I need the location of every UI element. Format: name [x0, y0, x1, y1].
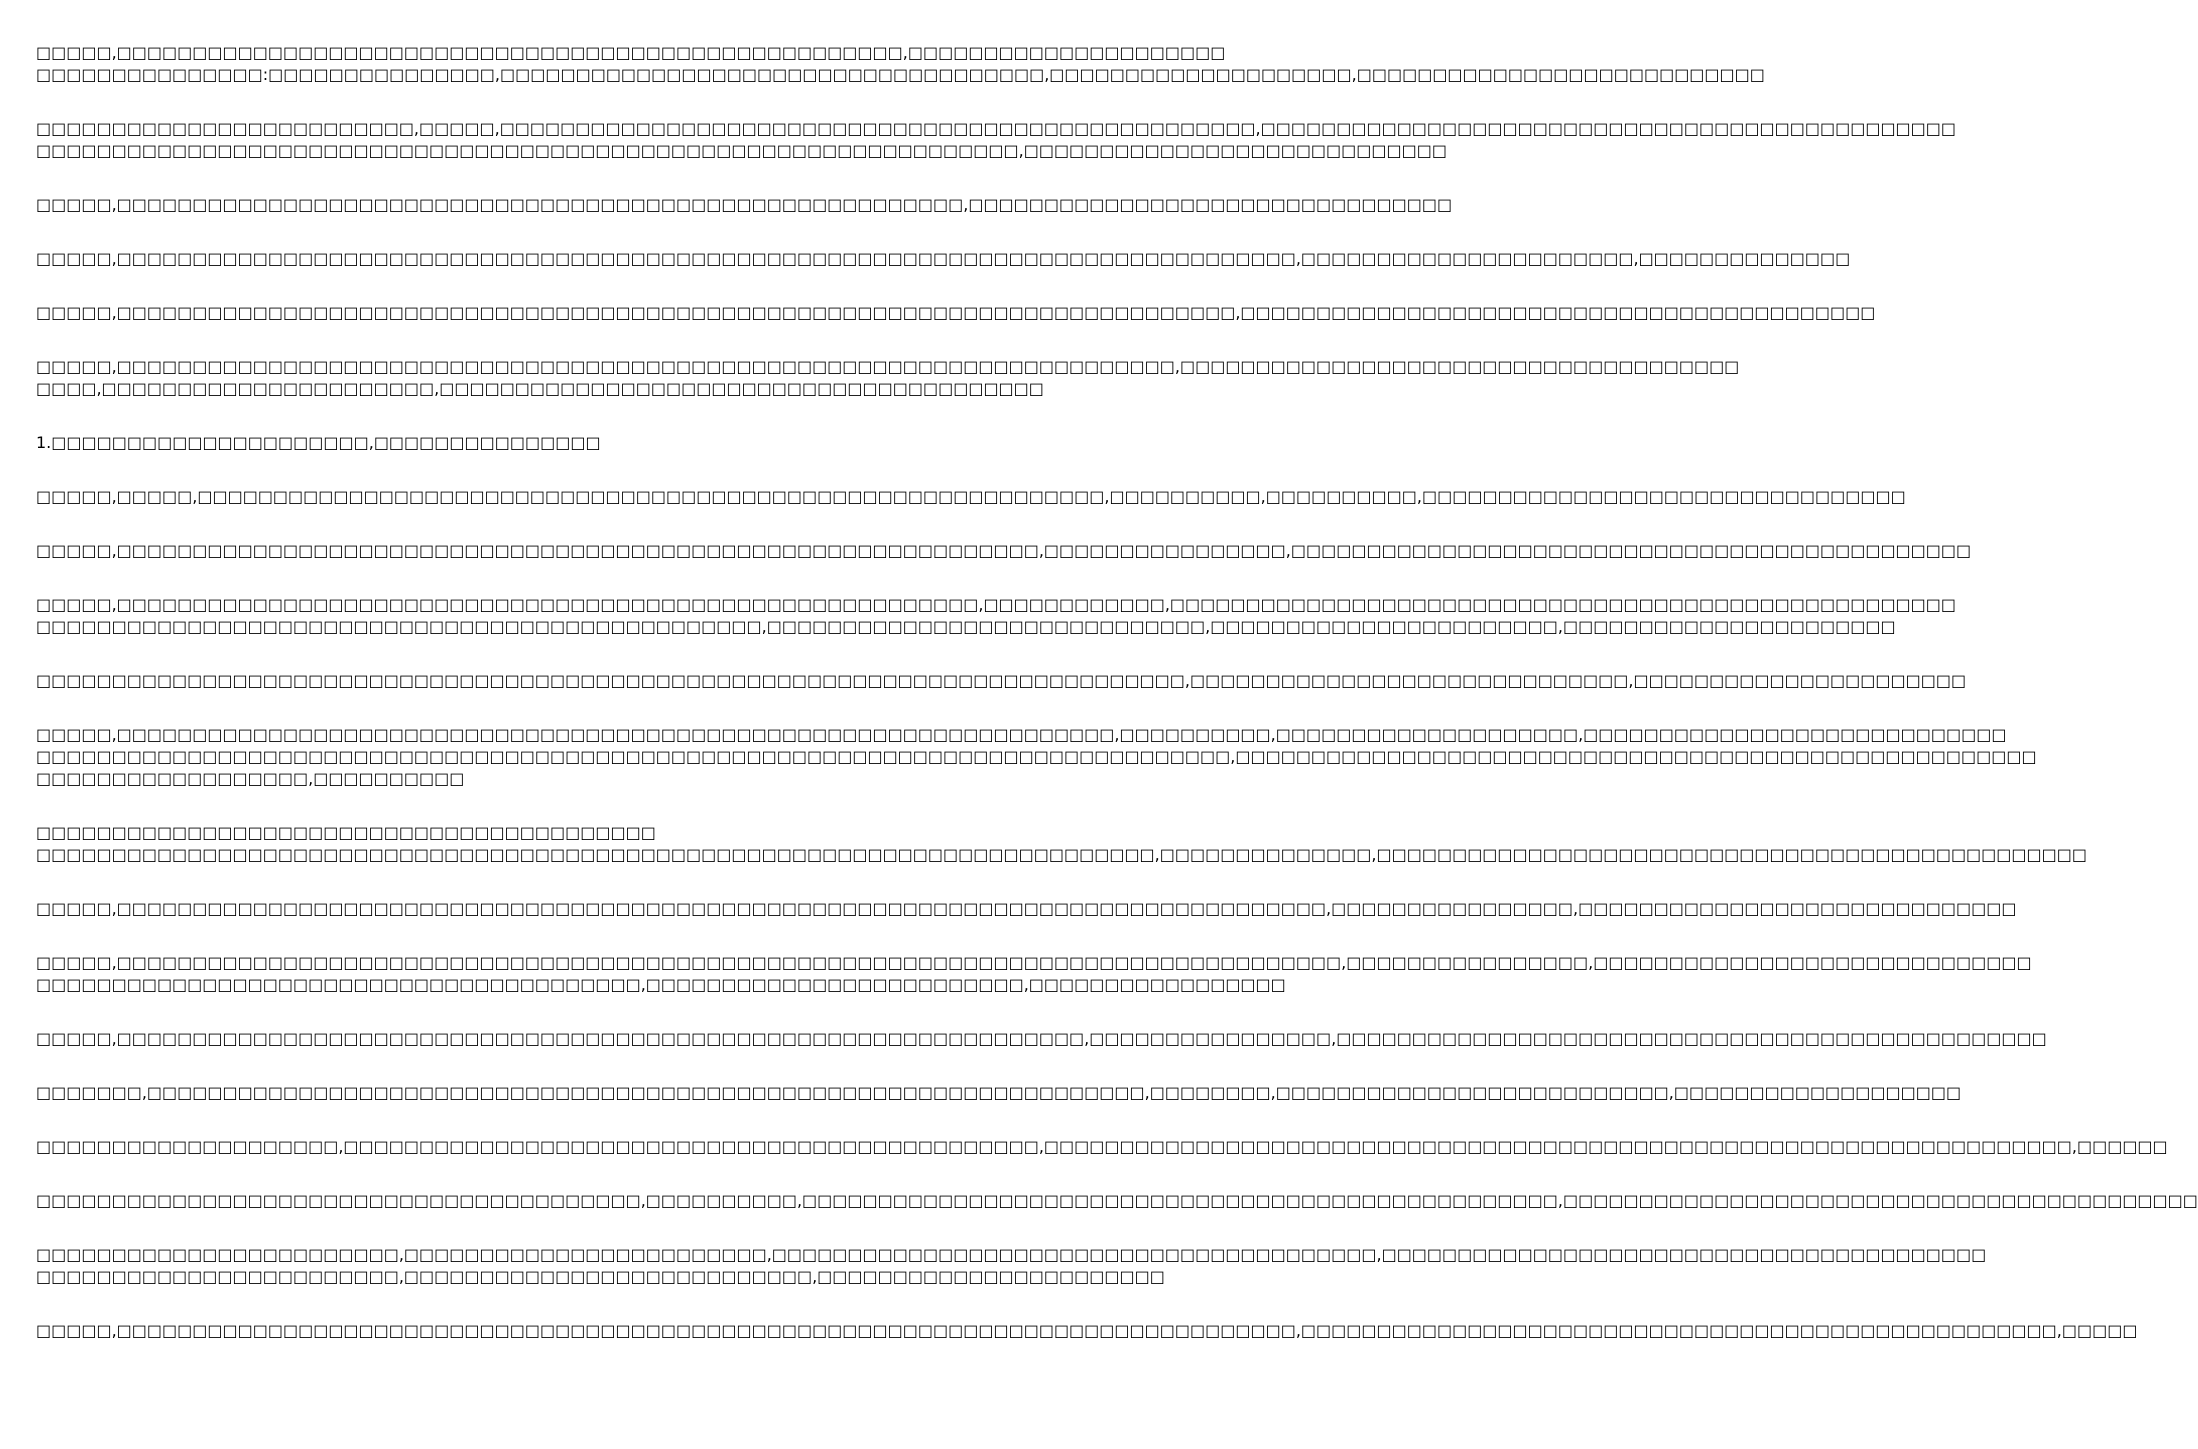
- text-line: □□□□□□□□□□□□□□□□□□□□□□□□□□□□□□□□□□□□□□□□□□□□□□□□□□□□□□□□□□□□□□□□□□□□□□□□□□,□□□□□□□□□□□□□□,□□□□□□□□□□□□□□□□□□□□□□□□□□□□□□□□□□□□□□□□□□□□□□□: [36, 845, 2087, 864]
- paragraph: [36, 594, 1957, 638]
- paragraph: [36, 248, 1851, 270]
- text-line: □□□□□,□□□□□□□□□□□□□□□□□□□□□□□□□□□□□□□□□□□□□□□□□□□□□□□□□□□□□□□□□□□□□□□□□□,□□□□□□□□□□,□□□□□□□□□□□□□□□□□□□□,□□□□□□□□□□□□□□□□□□□□□□□□□□□□: [36, 725, 2007, 744]
- paragraph: [36, 1136, 2168, 1158]
- text-line: □□□□□□□□□□□□□□□□□□□□□□□□,□□□□□□□□□□□□□□□□□□□□□□□□,□□□□□□□□□□□□□□□□□□□□□□□□□□□□□□□□□□□□□□□□,□□□□□□□□□□□□□□□□□□□□□□□□□□□□□□□□□□□□□□□□: [36, 1245, 1987, 1264]
- paragraph: [36, 118, 1957, 162]
- paragraph: [36, 194, 1453, 216]
- text-line: □□□□□□□□□□□□□□□□□□□□□□□□□□□□□□□□□□□□□□□□,□□□□□□□□□□□□□□□□□□□□□□□□□,□□□□□□□□□□□□□□□□□: [36, 975, 1286, 994]
- paragraph: [36, 952, 2032, 996]
- text-line: □□□□□□□□□□□□□□□□□□□□□□□□□□□□□□□□□□□□□□□□□□□□□□□□□□□□□□□□□□□□□□□□□□□□□□□□□□□□□□□,□□□□□□□□□□□□□□□□□□□□□□□□□□□□□□□□□□□□□□□□□□□□□□□□□□□□□: [36, 747, 2037, 766]
- text-line: □□□□□□□□□□□□□□□□□□□□□□□□□□□□□□□□□□□□□□□□□□□□□□□□□□□□□□□□□□□□□□□□□□□□□□□□□□□□,□□□□□□□□□□□□□□□□□□□□□□□□□□□□□,□□□□□□□□□□□□□□□□□□□□□□: [36, 671, 1967, 690]
- text-line: 1.□□□□□□□□□□□□□□□□□□□□□,□□□□□□□□□□□□□□□: [36, 433, 601, 452]
- paragraph: [36, 356, 1740, 400]
- text-line: □□□□□,□□□□□□□□□□□□□□□□□□□□□□□□□□□□□□□□□□□□□□□□□□□□□□□□□□□□□□□□□□□□□□□□□□□□□□□□□□,□□□□□□□□□□□□□□□□□□□□□□□□□□□□□□□□□□□□□□□□□□: [36, 303, 1876, 322]
- paragraph: [36, 1028, 2047, 1050]
- text-line: □□□□□,□□□□□□□□□□□□□□□□□□□□□□□□□□□□□□□□□□□□□□□□□□□□□□□□□□□□□□□□□□□□□□□□□□□□□□□□□□□□□□,□□□□□□□□□□□□□□□□□□□□□□,□□□□□□□□□□□□□□: [36, 249, 1851, 268]
- text-line: □□□□□□□,□□□□□□□□□□□□□□□□□□□□□□□□□□□□□□□□□□□□□□□□□□□□□□□□□□□□□□□□□□□□□□□□□□,□□□□□□□□,□□□□□□□□□□□□□□□□□□□□□□□□□□,□□□□□□□□□□□□□□□□□□□: [36, 1083, 1962, 1102]
- text-line: □□□□□,□□□□□□□□□□□□□□□□□□□□□□□□□□□□□□□□□□□□□□□□□□□□□□□□□□□□□□□□□□□□□□□□□□□□□□□□□□□□□□□□,□□□□□□□□□□□□□□□□,□□□□□□□□□□□□□□□□□□□□□□□□□□□□□: [36, 899, 2017, 918]
- text-line: □□□□□,□□□□□□□□□□□□□□□□□□□□□□□□□□□□□□□□□□□□□□□□□□□□□□□□□□□□□□□□□□□□□□□□□□□□□□,□□□□□□□□□□□□□□□□□□□□□□□□□□□□□□□□□□□□□: [36, 357, 1740, 376]
- text-line: □□□□□,□□□□□□□□□□□□□□□□□□□□□□□□□□□□□□□□□□□□□□□□□□□□□□□□□□□□□□□□□□□□□□□□□□□□□□□□□□□□□□□□□,□□□□□□□□□□□□□□□□,□□□□□□□□□□□□□□□□□□□□□□□□□□□□□: [36, 953, 2032, 972]
- paragraph: [36, 1190, 2198, 1212]
- text-line: □□□□□□□□□□□□□□□□□□□□,□□□□□□□□□□□□□□□□□□□□□□□□□□□□□□□□□□□□□□□□□□□□□□,□□□□□□□□□□□□□□□□□□□□□□□□□□□□□□□□□□□□□□□□□□□□□□□□□□□□□□□□□□□□□□□□□□□□,□□□□□□: [36, 1137, 2168, 1156]
- text-line: □□□□□,□□□□□□□□□□□□□□□□□□□□□□□□□□□□□□□□□□□□□□□□□□□□□□□□□□□□□□□□□□□□□□□□,□□□□□□□□□□□□□□□□,□□□□□□□□□□□□□□□□□□□□□□□□□□□□□□□□□□□□□□□□□□□□□□□: [36, 1029, 2047, 1048]
- text-line: □□□□□,□□□□□□□□□□□□□□□□□□□□□□□□□□□□□□□□□□□□□□□□□□□□□□□□□□□□□□□□,□□□□□□□□□□□□□□□□□□□□□□□□□□□□□□□□: [36, 195, 1453, 214]
- text-line: □□□□,□□□□□□□□□□□□□□□□□□□□□□,□□□□□□□□□□□□□□□□□□□□□□□□□□□□□□□□□□□□□□□□: [36, 379, 1044, 398]
- text-line: □□□□□□□□□□□□□□□□□□□□□□□□□□□□□□□□□□□□□□□□□□□□□□□□□□□□□□□□□□□□□□□□□,□□□□□□□□□□□□□□□□□□□□□□□□□□□□: [36, 141, 1447, 160]
- paragraph: [36, 822, 2087, 866]
- text-line: □□□□□□□□□□□□□□□□□□,□□□□□□□□□□: [36, 769, 465, 788]
- paragraph: [36, 724, 2037, 790]
- text-line: □□□□□,□□□□□□□□□□□□□□□□□□□□□□□□□□□□□□□□□□□□□□□□□□□□□□□□□□□□,□□□□□□□□□□□□□□□□□□□□□: [36, 43, 1226, 62]
- text-line: □□□□□□□□□□□□□□□:□□□□□□□□□□□□□□□,□□□□□□□□□□□□□□□□□□□□□□□□□□□□□□□□□□□□,□□□□□□□□□□□□□□□□□□□□,□□□□□□□□□□□□□□□□□□□□□□□□□□□: [36, 65, 1765, 84]
- text-line: □□□□□□□□□□□□□□□□□□□□□□□□□□□□□□□□□□□□□□□□□: [36, 823, 656, 842]
- text-line: □□□□□,□□□□□,□□□□□□□□□□□□□□□□□□□□□□□□□□□□□□□□□□□□□□□□□□□□□□□□□□□□□□□□□□□□,□□□□□□□□□□,□□□□□□□□□□,□□□□□□□□□□□□□□□□□□□□□□□□□□□□□□□□: [36, 487, 1906, 506]
- paragraph: [36, 1320, 2138, 1342]
- paragraph: [36, 540, 1972, 562]
- paragraph: [36, 302, 1876, 324]
- text-line: □□□□□,□□□□□□□□□□□□□□□□□□□□□□□□□□□□□□□□□□□□□□□□□□□□□□□□□□□□□□□□□□□□□,□□□□□□□□□□□□□□□□,□□□□□□□□□□□□□□□□□□□□□□□□□□□□□□□□□□□□□□□□□□□□□: [36, 541, 1972, 560]
- text-line: □□□□□□□□□□□□□□□□□□□□□□□□□,□□□□□,□□□□□□□□□□□□□□□□□□□□□□□□□□□□□□□□□□□□□□□□□□□□□□□□□□,□□□□□□□□□□□□□□□□□□□□□□□□□□□□□□□□□□□□□□□□□□□□□□: [36, 119, 1957, 138]
- paragraph: [36, 1082, 1962, 1104]
- paragraph: [36, 486, 1906, 508]
- text-line: □□□□□,□□□□□□□□□□□□□□□□□□□□□□□□□□□□□□□□□□□□□□□□□□□□□□□□□□□□□□□□□□□□□□□□□□□□□□□□□□□□□□,□□□□□□□□□□□□□□□□□□□□□□□□□□□□□□□□□□□□□□□□□□□□□□□□□□,□□□□□: [36, 1321, 2138, 1340]
- paragraph: [36, 1244, 1987, 1288]
- paragraph: [36, 898, 2017, 920]
- document-body: [36, 42, 2198, 1374]
- text-line: □□□□□,□□□□□□□□□□□□□□□□□□□□□□□□□□□□□□□□□□□□□□□□□□□□□□□□□□□□□□□□□,□□□□□□□□□□□□,□□□□□□□□□□□□□□□□□□□□□□□□□□□□□□□□□□□□□□□□□□□□□□□□□□□□: [36, 595, 1957, 614]
- paragraph: [36, 42, 1765, 86]
- paragraph: [36, 432, 989, 454]
- text-line: □□□□□□□□□□□□□□□□□□□□□□□□□□□□□□□□□□□□□□□□,□□□□□□□□□□,□□□□□□□□□□□□□□□□□□□□□□□□□□□□□□□□□□□□□□□□□□□□□□□□□□,□□□□□□□□□□□□□□□□□□□□□□□□□□□□□□□□□□□□□□□□□□: [36, 1191, 2198, 1210]
- text-line: □□□□□□□□□□□□□□□□□□□□□□□□,□□□□□□□□□□□□□□□□□□□□□□□□□□□,□□□□□□□□□□□□□□□□□□□□□□□: [36, 1267, 1165, 1286]
- paragraph: [36, 670, 1967, 692]
- text-line: □□□□□□□□□□□□□□□□□□□□□□□□□□□□□□□□□□□□□□□□□□□□□□□□,□□□□□□□□□□□□□□□□□□□□□□□□□□□□□,□□□□□□□□□□□□□□□□□□□□□□□,□□□□□□□□□□□□□□□□□□□□□□: [36, 617, 1896, 636]
